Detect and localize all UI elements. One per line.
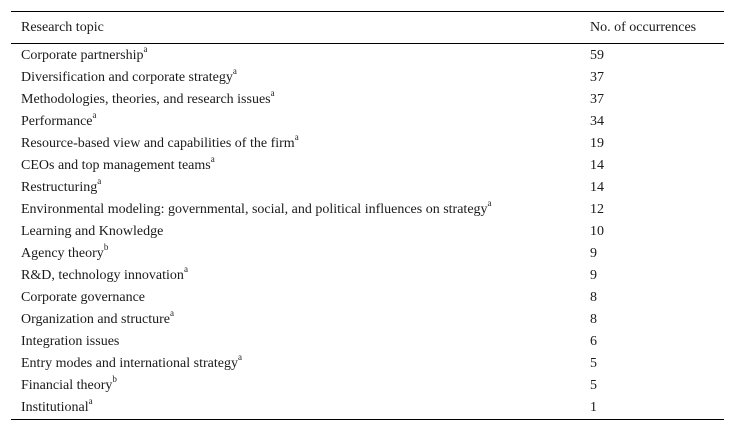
cell-occurrences: 8 <box>590 312 597 327</box>
cell-occurrences: 8 <box>590 290 597 305</box>
cell-research-topic <box>11 221 589 243</box>
topic-label: Entry modes and international strategy <box>21 356 238 371</box>
table-row <box>11 265 724 287</box>
topic-label: Environmental modeling: governmental, social, and political influences on strategy <box>21 202 488 217</box>
cell-occurrences: 37 <box>590 70 604 85</box>
footnote-marker: a <box>170 308 175 319</box>
table-row <box>11 353 724 375</box>
header-occurrences: No. of occurrences <box>590 19 697 35</box>
topic-label: CEOs and top management teams <box>21 158 211 173</box>
cell-occurrences: 34 <box>590 114 604 129</box>
cell-occurrences: 59 <box>590 48 604 63</box>
topic-label: Corporate governance <box>21 290 145 305</box>
cell-research-topic <box>11 155 589 177</box>
footnote-marker: a <box>143 44 148 55</box>
cell-research-topic <box>11 375 589 397</box>
topic-label: Performance <box>21 114 93 129</box>
cell-research-topic <box>11 89 589 111</box>
footnote-marker: a <box>97 176 102 187</box>
topic-label: Agency theory <box>21 246 104 261</box>
cell-research-topic <box>11 177 589 199</box>
topic-label: Institutional <box>21 400 89 415</box>
cell-research-topic <box>11 44 589 68</box>
footnote-marker: a <box>294 132 299 143</box>
cell-research-topic <box>11 67 589 89</box>
topic-label: Organization and structure <box>21 312 171 327</box>
table-row <box>11 243 724 265</box>
cell-occurrences: 6 <box>590 334 597 349</box>
footnote-marker: b <box>112 374 117 385</box>
footnote-marker: a <box>183 264 188 275</box>
cell-occurrences: 10 <box>590 224 604 239</box>
cell-research-topic <box>11 111 589 133</box>
footnote-marker: b <box>103 242 109 253</box>
cell-occurrences: 5 <box>590 356 597 371</box>
cell-occurrences: 37 <box>590 92 604 107</box>
table-row <box>11 221 724 243</box>
header-row <box>11 12 724 44</box>
cell-occurrences: 14 <box>590 180 604 195</box>
table-row <box>11 331 724 353</box>
footnote-marker: a <box>92 110 97 121</box>
topic-label: Corporate partnership <box>21 48 144 63</box>
cell-occurrences: 12 <box>590 202 604 217</box>
cell-research-topic <box>11 353 589 375</box>
topic-label: R&D, technology innovation <box>21 268 184 283</box>
cell-occurrences: 19 <box>590 136 604 151</box>
cell-research-topic <box>11 243 589 265</box>
cell-research-topic <box>11 397 589 420</box>
table-row <box>11 309 724 331</box>
topic-label: Resource-based view and capabilities of the firm <box>21 136 295 151</box>
footnote-marker: a <box>237 352 242 363</box>
cell-research-topic <box>11 331 589 353</box>
table-row <box>11 133 724 155</box>
topic-label: Integration issues <box>21 334 120 349</box>
footnote-marker: a <box>270 88 275 99</box>
footnote-marker: a <box>210 154 215 165</box>
cell-research-topic <box>11 133 589 155</box>
cell-research-topic <box>11 309 589 331</box>
cell-research-topic <box>11 199 589 221</box>
topic-label: Methodologies, theories, and research issues <box>21 92 271 107</box>
cell-occurrences: 5 <box>590 378 597 393</box>
footnote-marker: a <box>232 66 237 77</box>
cell-occurrences: 9 <box>590 246 597 261</box>
table-row <box>11 375 724 397</box>
cell-research-topic <box>11 265 589 287</box>
cell-occurrences: 14 <box>590 158 604 173</box>
cell-occurrences: 1 <box>590 400 597 415</box>
table-row <box>11 177 724 199</box>
table-row <box>11 155 724 177</box>
table-row <box>11 397 724 420</box>
topic-label: Diversification and corporate strategy <box>21 70 233 85</box>
cell-research-topic <box>11 287 589 309</box>
topic-label: Learning and Knowledge <box>21 224 164 239</box>
header-research-topic: Research topic <box>21 19 104 35</box>
table-header <box>11 12 724 44</box>
research-topics-table <box>11 11 724 420</box>
footnote-marker: a <box>88 396 93 407</box>
topic-label: Financial theory <box>21 378 113 393</box>
table-row <box>11 111 724 133</box>
research-topics-table-container <box>11 11 724 420</box>
topic-label: Restructuring <box>21 180 98 195</box>
table-row <box>11 67 724 89</box>
footnote-marker: a <box>487 198 492 209</box>
table-row <box>11 199 724 221</box>
table-body <box>11 44 724 420</box>
table-row <box>11 287 724 309</box>
table-row <box>11 89 724 111</box>
table-row <box>11 44 724 68</box>
cell-occurrences: 9 <box>590 268 597 283</box>
